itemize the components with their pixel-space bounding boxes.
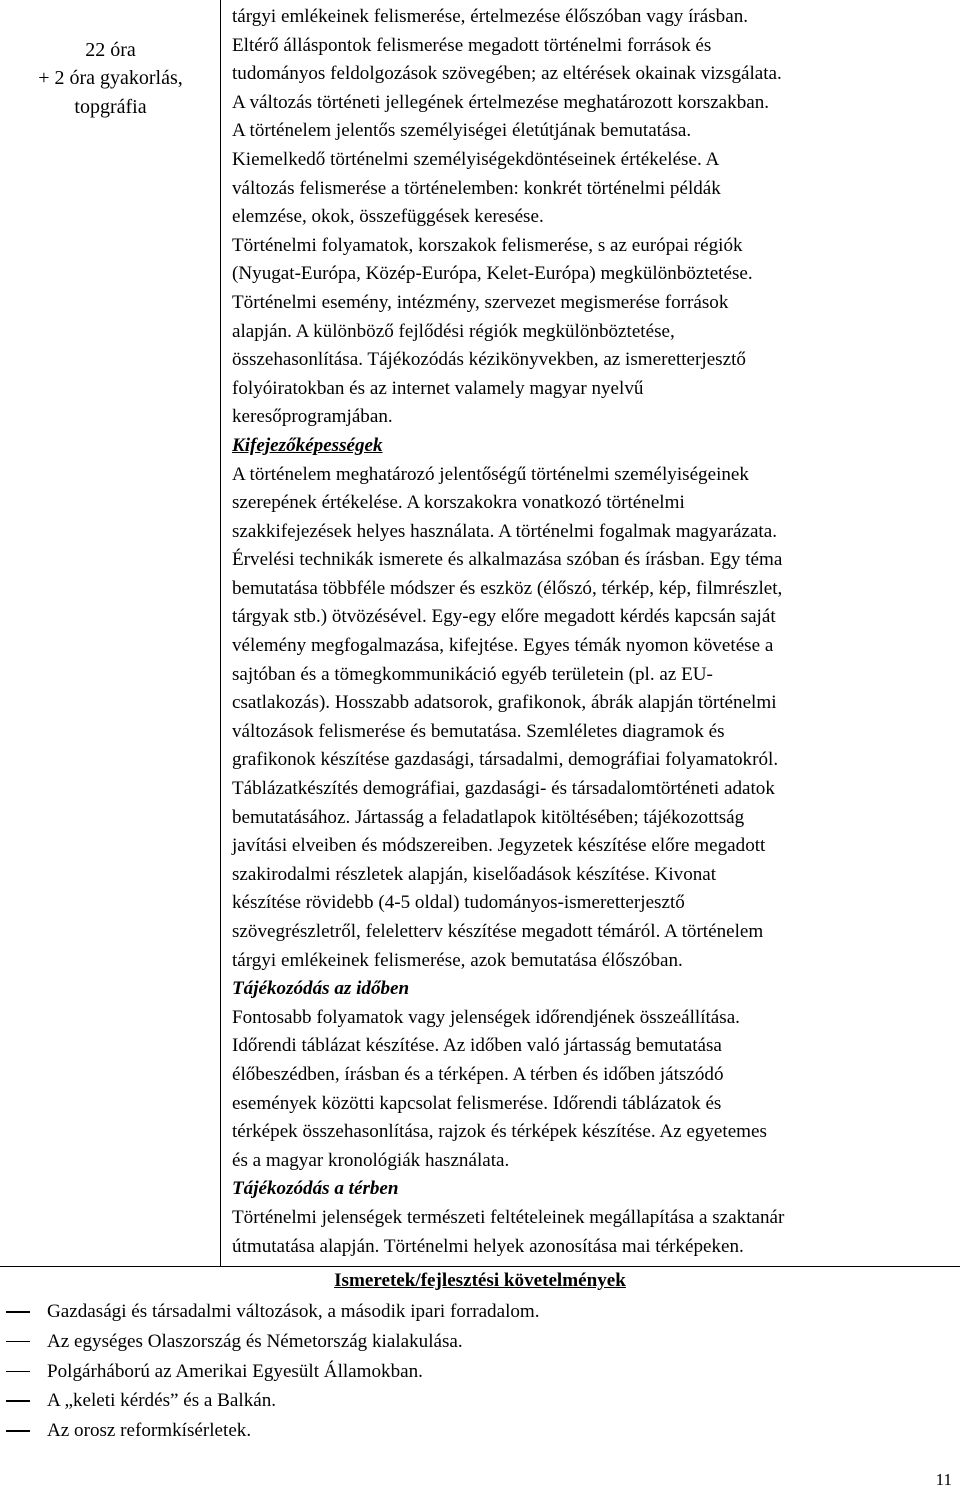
- hours-line: topgráfia: [74, 95, 147, 118]
- requirements-list: [0, 1297, 960, 1446]
- list-item-text: Gazdasági és társadalmi változások, a második ipari forradalom.: [47, 1301, 540, 1322]
- list-item: [0, 1386, 960, 1416]
- text-line: Történelmi folyamatok, korszakok felismerése, s az európai régiók: [232, 234, 743, 256]
- section-heading: Tájékozódás az időben: [232, 978, 410, 1000]
- text-line: élőbeszédben, írásban és a térképen. A térben és időben játszódó: [232, 1063, 724, 1085]
- hours-line: + 2 óra gyakorlás,: [38, 67, 183, 90]
- text-line: tárgyi emlékeinek felismerése, azok bemutatása élőszóban.: [232, 949, 683, 971]
- text-line: tudományos feldolgozások szövegében; az eltérések okainak vizsgálata.: [232, 63, 782, 85]
- text-line: bemutatása többféle módszer és eszköz (élőszó, térkép, kép, filmrészlet,: [232, 577, 783, 599]
- list-item-text: Az orosz reformkísérletek.: [47, 1420, 252, 1442]
- list-item-text: A „keleti kérdés” és a Balkán.: [47, 1390, 277, 1412]
- text-line: szakkifejezések helyes használata. A történelmi fogalmak magyarázata.: [232, 520, 777, 542]
- text-line: Érvelési technikák ismerete és alkalmazása szóban és írásban. Egy téma: [232, 549, 783, 571]
- text-line: Történelmi esemény, intézmény, szervezet megismerése források: [232, 291, 729, 313]
- dash-bullet-icon: [6, 1341, 30, 1343]
- text-line: alapján. A különböző fejlődési régiók megkülönböztetése,: [232, 320, 675, 342]
- text-line: térképek összehasonlítása, rajzok és térképek készítése. Az egyetemes: [232, 1121, 767, 1143]
- hours-text: [0, 36, 221, 121]
- text-line: A történelem meghatározó jelentőségű történelmi személyiségeinek: [232, 463, 749, 485]
- list-item: [0, 1297, 960, 1327]
- hours-cell: [0, 0, 221, 1267]
- section-heading: Tájékozódás a térben: [232, 1178, 399, 1200]
- text-line: tárgyi emlékeinek felismerése, értelmezése élőszóban vagy írásban.: [232, 6, 749, 27]
- text-line: Időrendi táblázat készítése. Az időben való jártasság bemutatása: [232, 1035, 722, 1057]
- text-line: útmutatása alapján. Történelmi helyek azonosítása mai térképeken.: [232, 1235, 744, 1257]
- text-line: változás felismerése a történelemben: konkrét történelmi példák: [232, 177, 721, 199]
- list-item-text: Az egységes Olaszország és Németország kialakulása.: [47, 1330, 463, 1352]
- dash-bullet-icon: [6, 1371, 30, 1373]
- hours-line: 22 óra: [85, 39, 136, 61]
- list-item-text: Polgárháború az Amerikai Egyesült Államokban.: [47, 1360, 423, 1382]
- page-number: 11: [935, 1470, 952, 1489]
- text-line: bemutatásához. Jártasság a feladatlapok kitöltésében; tájékozottság: [232, 806, 745, 828]
- text-line: szövegrészletről, feleletterv készítése megadott témáról. A történelem: [232, 921, 764, 942]
- text-line: sajtóban és a tömegkommunikáció egyéb területein (pl. az EU-: [232, 663, 713, 685]
- text-line: Kiemelkedő történelmi személyiségekdöntéseinek értékelése. A: [232, 148, 720, 170]
- text-line: elemzése, okok, összefüggések keresése.: [232, 206, 544, 228]
- requirements-heading: Ismeretek/fejlesztési követelmények: [334, 1270, 626, 1291]
- dash-bullet-icon: [6, 1400, 30, 1402]
- text-line: csatlakozás). Hosszabb adatsorok, grafikonok, ábrák alapján történelmi: [232, 692, 777, 714]
- text-line: és a magyar kronológiák használata.: [232, 1149, 510, 1171]
- text-line: Eltérő álláspontok felismerése megadott történelmi források és: [232, 34, 712, 56]
- text-line: szerepének értékelése. A korszakokra vonatkozó történelmi: [232, 492, 685, 514]
- text-line: változások felismerése és bemutatása. Szemléletes diagramok és: [232, 720, 725, 742]
- list-item: [0, 1416, 960, 1446]
- text-line: A történelem jelentős személyiségei életútjának bemutatása.: [232, 120, 692, 142]
- text-line: összehasonlítása. Tájékozódás kézikönyvekben, az ismeretterjesztő: [232, 349, 746, 371]
- text-line: vélemény megfogalmazása, kifejtése. Egyes témák nyomon követése a: [232, 635, 774, 657]
- dash-bullet-icon: [6, 1311, 30, 1313]
- text-line: A változás történeti jellegének értelmezése meghatározott korszakban.: [232, 91, 770, 113]
- section-heading: Kifejezőképességek: [232, 434, 383, 456]
- text-line: Fontosabb folyamatok vagy jelenségek időrendjének összeállítása.: [232, 1006, 740, 1028]
- text-line: keresőprogramjában.: [232, 406, 393, 428]
- text-line: grafikonok készítése gazdasági, társadalmi, demográfiai folyamatokról.: [232, 749, 779, 771]
- text-line: szakirodalmi részletek alapján, kiselőadások készítése. Kivonat: [232, 863, 717, 885]
- list-item: [0, 1357, 960, 1387]
- dash-bullet-icon: [6, 1430, 30, 1432]
- text-line: javítási elveiben és módszereiben. Jegyzetek készítése előre megadott: [232, 835, 766, 857]
- text-line: Történelmi jelenségek természeti feltételeinek megállapítása a szaktanár: [232, 1206, 785, 1228]
- list-item: [0, 1327, 960, 1357]
- text-line: események közötti kapcsolat felismerése. Időrendi táblázatok és: [232, 1092, 722, 1114]
- text-line: (Nyugat-Európa, Közép-Európa, Kelet-Európa) megkülönböztetése.: [232, 263, 753, 285]
- development-tasks-cell: [232, 3, 956, 1261]
- text-line: folyóiratokban és az internet valamely magyar nyelvű: [232, 377, 644, 399]
- text-line: tárgyak stb.) ötvözésével. Egy-egy előre megadott kérdés kapcsán saját: [232, 606, 776, 628]
- text-line: Táblázatkészítés demográfiai, gazdasági- és társadalomtörténeti adatok: [232, 778, 775, 800]
- text-line: készítése rövidebb (4-5 oldal) tudományos-ismeretterjesztő: [232, 892, 685, 914]
